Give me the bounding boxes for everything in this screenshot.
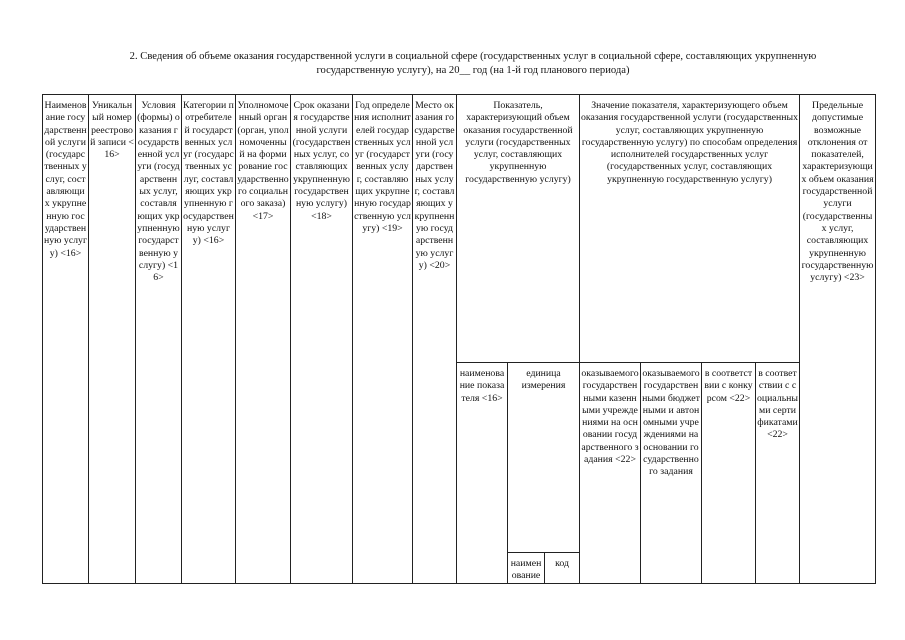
header-value-budget-institutions: оказываемого государственными бюджетными и автономными учреждениями на основании государственного задания: [641, 363, 702, 584]
header-authorized-body: Уполномоченный орган (орган, уполномоченный на формирование государственного социального заказа) <17>: [236, 95, 291, 584]
header-indicator-value: Значение показателя, характеризующего объем оказания государственной услуги (государственных услуг, составляющих укрупненную государственную услугу) по способам определения исполнителей государственных услуг (государственных услуг, составляющих укрупненную государственную услугу): [580, 95, 800, 363]
header-allowed-deviations: Предельные допустимые возможные отклонения от показателей, характеризующих объем оказания государственной услуги (государственных услуг, составляющих укрупненную государственную услугу) <23>: [800, 95, 876, 584]
header-unique-record-number: Уникальный номер реестровой записи <16>: [89, 95, 136, 584]
section-heading-line-1: 2. Сведения об объеме оказания государственной услуги в социальной сфере (государственных услуг в социальной сфере, составляющих укрупненную: [129, 51, 817, 62]
section-heading-line-2: государственную услугу), на 20__ год (на 1-й год планового периода): [316, 65, 630, 76]
header-unit-name: наименование: [508, 553, 545, 584]
header-value-state-institutions: оказываемого государственными казенными учреждениями на основании государственного задания <22>: [580, 363, 641, 584]
header-unit-of-measure: единица измерения: [508, 363, 580, 553]
header-indicator-name: наименование показателя <16>: [457, 363, 508, 584]
header-selection-year: Год определения исполнителей государственных услуг (государственных услуг, составляющих укрупненную государственную услугу) <19>: [353, 95, 413, 584]
service-volume-table: [42, 94, 876, 584]
header-volume-indicator: Показатель, характеризующий объем оказания государственной услуги (государственных услуг, составляющих укрупненную государственную услугу): [457, 95, 580, 363]
header-consumer-categories: Категории потребителей государственных услуг (государственных услуг, составляющих укрупненную государственную услугу) <16>: [182, 95, 236, 584]
header-unit-code: код: [545, 553, 580, 584]
header-service-term: Срок оказания государственной услуги (государственных услуг, составляющих укрупненную государственную услугу) <18>: [291, 95, 353, 584]
header-value-contest: в соответствии с конкурсом <22>: [702, 363, 756, 584]
header-service-name: Наименование государственной услуги (государственных услуг, составляющих укрупненную государственную услугу) <16>: [43, 95, 89, 584]
section-heading: [60, 50, 886, 78]
header-value-certificates: в соответствии с социальными сертификатами <22>: [756, 363, 800, 584]
header-service-place: Место оказания государственной услуги (государственных услуг, составляющих укрупненную государственную услугу) <20>: [413, 95, 457, 584]
header-service-conditions: Условия (формы) оказания государственной услуги (государственных услуг, составляющих укрупненную государственную услугу) <16>: [136, 95, 182, 584]
